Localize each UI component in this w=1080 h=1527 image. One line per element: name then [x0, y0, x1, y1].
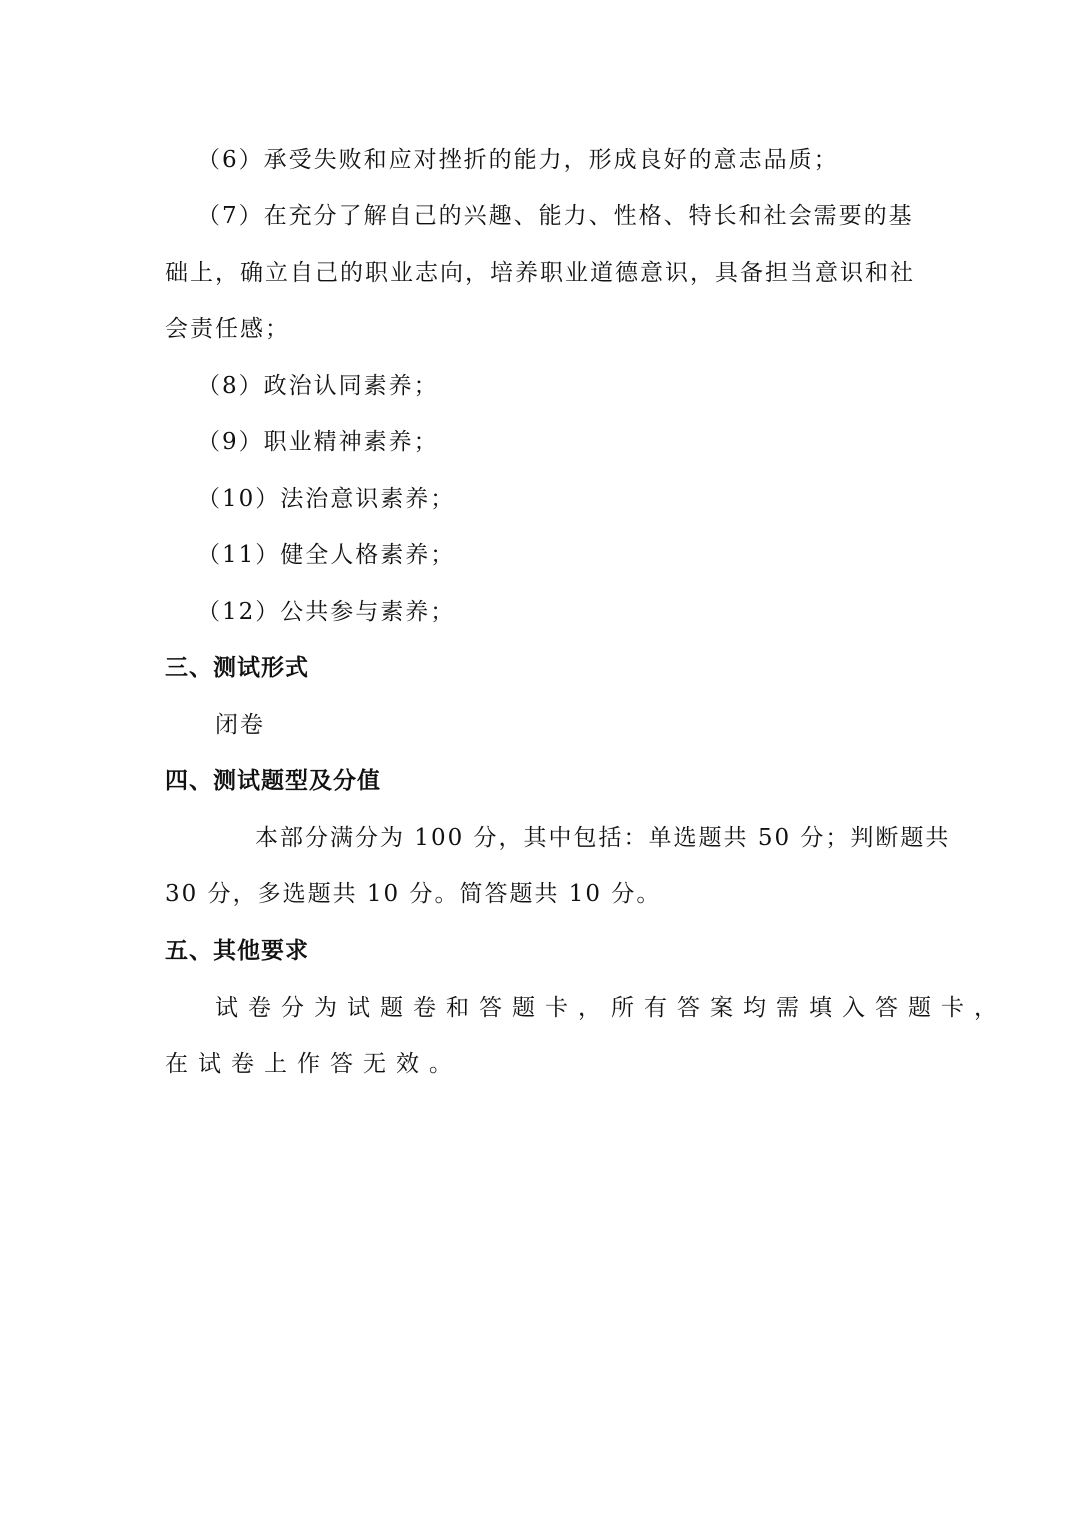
section-4-body-line-2: 30 分，多选题共 10 分。简答题共 10 分。	[165, 881, 662, 907]
section-5-heading: 五、其他要求	[165, 938, 309, 964]
list-item-11: （11）健全人格素养；	[197, 542, 456, 568]
section-4-body-line-1: 本部分满分为 100 分，其中包括：单选题共 50 分；判断题共	[255, 825, 951, 851]
list-item-9: （9）职业精神素养；	[197, 429, 439, 455]
section-3-body: 闭卷	[215, 712, 265, 738]
list-item-7-line-3: 会责任感；	[165, 316, 290, 342]
section-5-body-line-1: 试卷分为试题卷和答题卡，所有答案均需填入答题卡，	[215, 995, 1007, 1021]
section-5-body-line-2: 在试卷上作答无效。	[165, 1051, 462, 1077]
list-item-12: （12）公共参与素养；	[197, 599, 456, 625]
list-item-6: （6）承受失败和应对挫折的能力，形成良好的意志品质；	[197, 147, 839, 173]
list-item-7-line-1: （7）在充分了解自己的兴趣、能力、性格、特长和社会需要的基	[197, 203, 914, 229]
list-item-10: （10）法治意识素养；	[197, 486, 456, 512]
section-3-heading: 三、测试形式	[165, 655, 309, 681]
list-item-7-line-2: 础上，确立自己的职业志向，培养职业道德意识，具备担当意识和社	[165, 260, 915, 286]
section-4-heading: 四、测试题型及分值	[165, 768, 381, 794]
list-item-8: （8）政治认同素养；	[197, 373, 439, 399]
